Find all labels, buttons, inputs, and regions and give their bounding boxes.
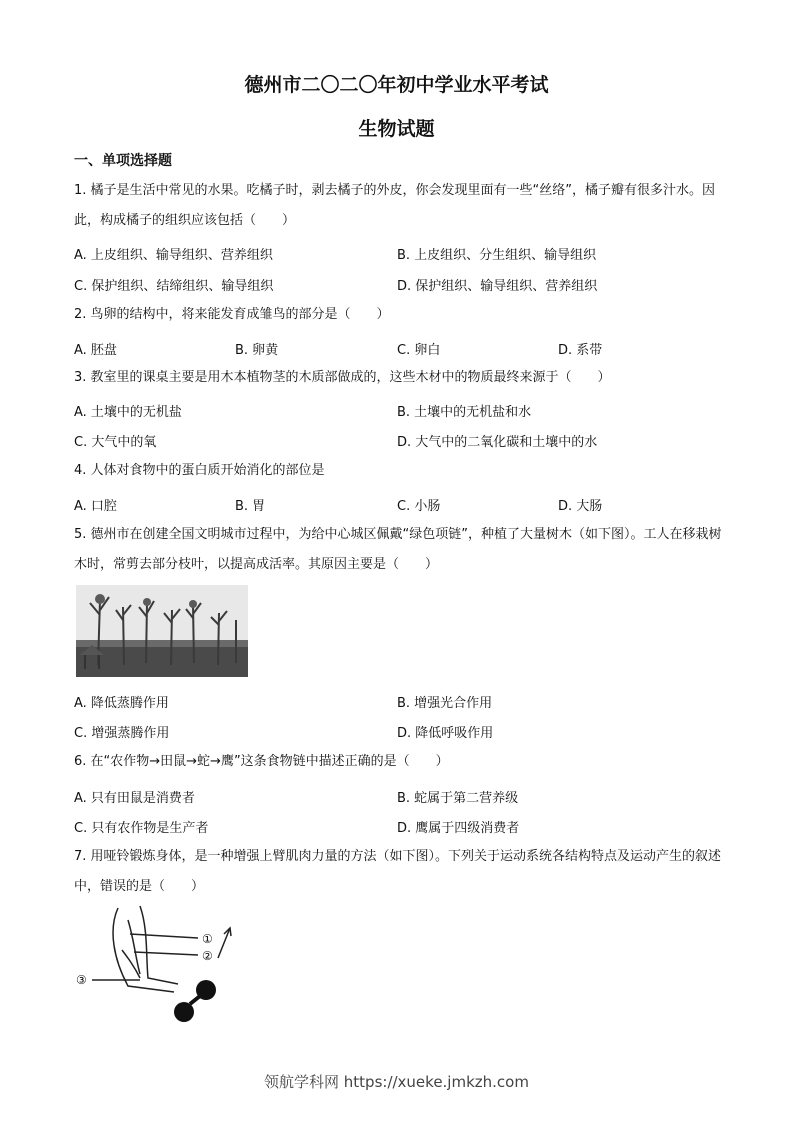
tree-planting-photo: [76, 585, 248, 677]
question-2-option-b: B. 卵黄: [235, 343, 279, 358]
question-4-stem: 4. 人体对食物中的蛋白质开始消化的部位是: [74, 463, 325, 478]
question-2-option-c: C. 卵白: [397, 343, 441, 358]
question-5-stem: 5. 德州市在创建全国文明城市过程中，为给中心城区佩戴“绿色项链”，种植了大量树木（如下图）。工人在移栽树木时，常剪去部分枝叶，以提高成活率。其原因主要是（ ）: [74, 527, 722, 572]
question-6-option-d: D. 鹰属于四级消费者: [397, 821, 520, 836]
question-4-option-c: C. 小肠: [397, 499, 441, 514]
figure-label-1: ①: [202, 932, 213, 946]
question-6-option-b: B. 蛇属于第二营养级: [397, 791, 519, 806]
question-1-stem: 1. 橘子是生活中常见的水果。吃橘子时，剥去橘子的外皮，你会发现里面有一些“丝络”，橘子瓣有很多汁水。因此，构成橘子的组织应该包括（ ）: [74, 183, 716, 228]
question-6-stem: 6. 在“农作物→田鼠→蛇→鹰”这条食物链中描述正确的是（ ）: [74, 754, 449, 769]
question-1-option-d: D. 保护组织、输导组织、营养组织: [397, 279, 598, 294]
question-3-option-a: A. 土壤中的无机盐: [74, 405, 182, 420]
question-3-option-d: D. 大气中的二氧化碳和土壤中的水: [397, 435, 598, 450]
page-subtitle: 生物试题: [358, 118, 435, 140]
question-2-option-d: D. 系带: [558, 343, 603, 358]
question-3-stem: 3. 教室里的课桌主要是用木本植物茎的木质部做成的，这些木材中的物质最终来源于（ ）: [74, 370, 611, 385]
question-3-option-c: C. 大气中的氧: [74, 435, 157, 450]
figure-label-2: ②: [202, 949, 213, 963]
question-1-option-b: B. 上皮组织、分生组织、输导组织: [397, 248, 597, 263]
question-4-option-d: D. 大肠: [558, 499, 603, 514]
question-5-option-c: C. 增强蒸腾作用: [74, 726, 170, 741]
page-footer: 领航学科网 https://xueke.jmkzh.com: [264, 1073, 529, 1091]
question-4-option-a: A. 口腔: [74, 499, 117, 514]
arm-dumbbell-diagram: [70, 900, 250, 1025]
question-3-option-b: B. 土壤中的无机盐和水: [397, 405, 532, 420]
page-title: 德州市二〇二〇年初中学业水平考试: [244, 74, 549, 96]
question-1-option-c: C. 保护组织、结缔组织、输导组织: [74, 279, 274, 294]
question-4-option-b: B. 胃: [235, 499, 266, 514]
figure-label-3: ③: [76, 973, 87, 987]
question-5-option-b: B. 增强光合作用: [397, 696, 493, 711]
question-2-option-a: A. 胚盘: [74, 343, 117, 358]
section-heading: 一、单项选择题: [74, 153, 172, 169]
question-6-option-a: A. 只有田鼠是消费者: [74, 791, 195, 806]
question-5-option-a: A. 降低蒸腾作用: [74, 696, 169, 711]
question-7-stem: 7. 用哑铃锻炼身体，是一种增强上臂肌肉力量的方法（如下图）。下列关于运动系统各结构特点及运动产生的叙述中，错误的是（ ）: [74, 849, 722, 894]
question-2-stem: 2. 鸟卵的结构中，将来能发育成雏鸟的部分是（ ）: [74, 307, 390, 322]
question-5-option-d: D. 降低呼吸作用: [397, 726, 494, 741]
question-1-option-a: A. 上皮组织、输导组织、营养组织: [74, 248, 273, 263]
question-6-option-c: C. 只有农作物是生产者: [74, 821, 209, 836]
